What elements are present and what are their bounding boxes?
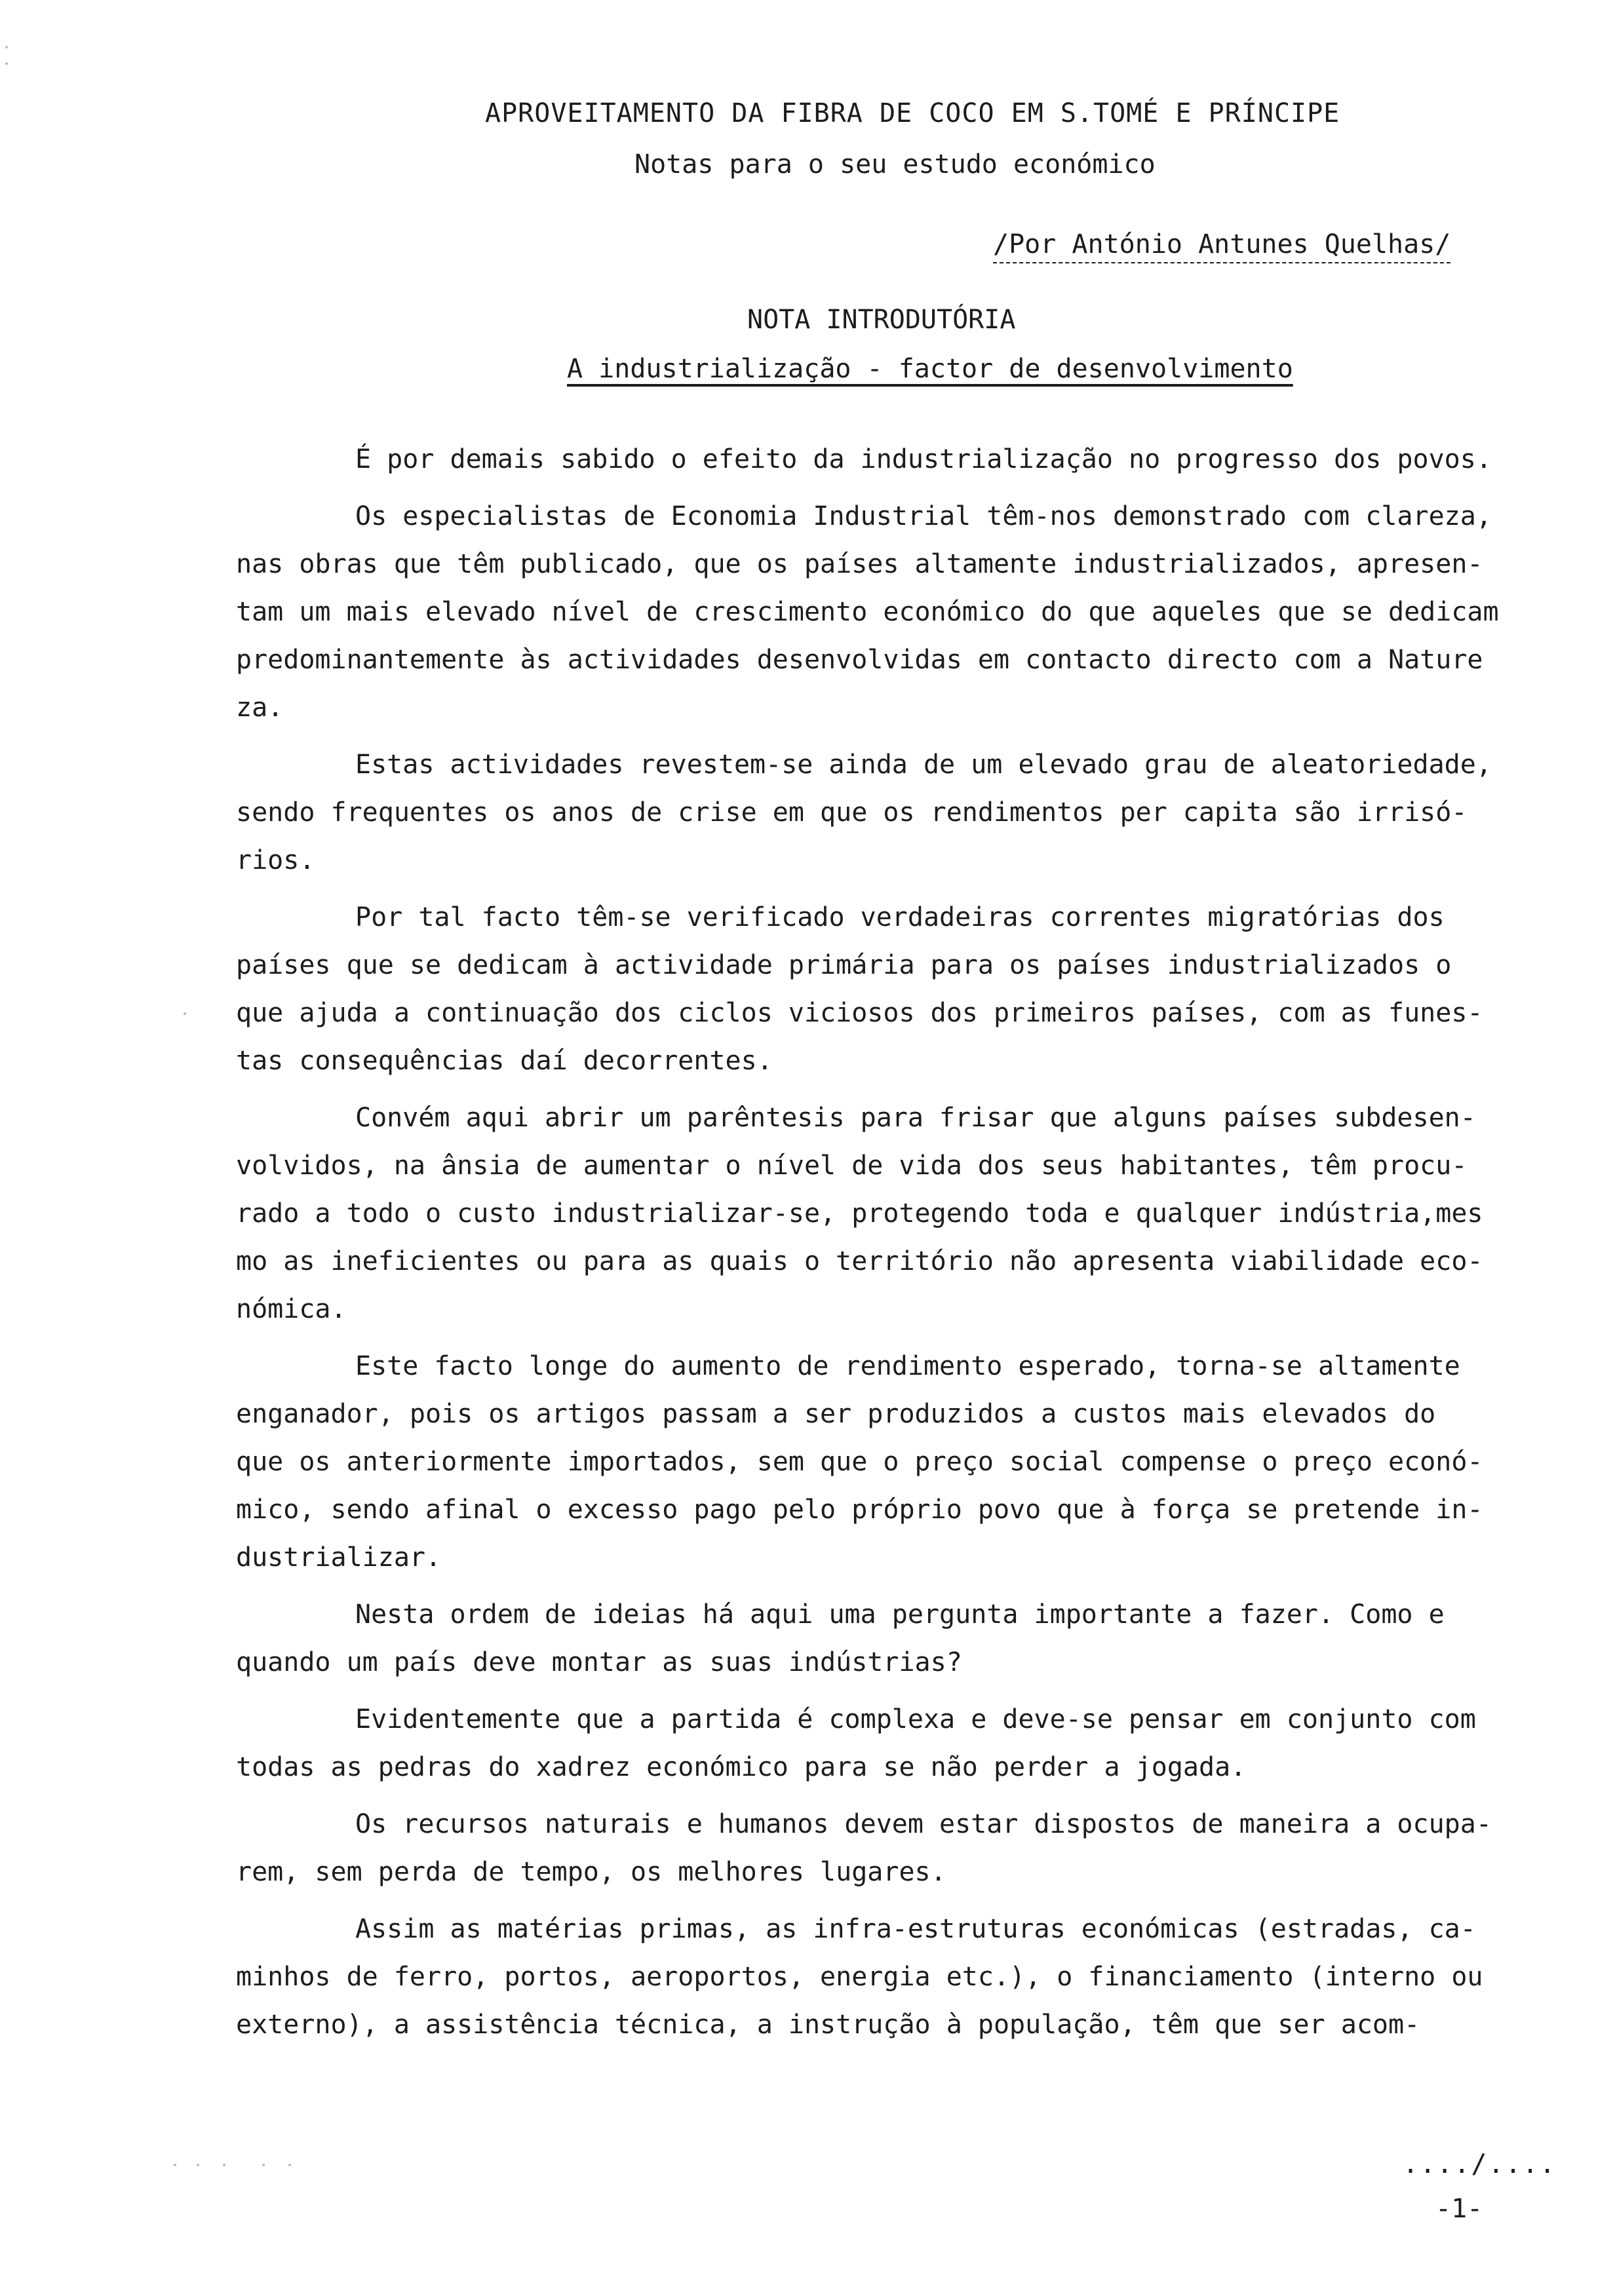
text-line: dustrializar.: [236, 1542, 442, 1573]
paragraph: [236, 741, 1530, 885]
page-number: -1-: [1435, 2194, 1483, 2224]
text-line: Por tal facto têm-se verificado verdadeiras correntes migratórias dos: [355, 902, 1445, 932]
text-line: É por demais sabido o efeito da industrialização no progresso dos povos.: [355, 444, 1492, 474]
text-line: enganador, pois os artigos passam a ser produzidos a custos mais elevados do: [236, 1399, 1436, 1429]
scan-speck: [174, 2164, 176, 2166]
text-line: Os recursos naturais e humanos devem estar dispostos de maneira a ocupa-: [355, 1809, 1492, 1839]
text-line: za.: [236, 693, 284, 723]
paragraph: [236, 1591, 1530, 1687]
text-line: predominantemente às actividades desenvolvidas em contacto directo com a Nature: [236, 645, 1483, 675]
text-line: tas consequências daí decorrentes.: [236, 1046, 773, 1076]
author-line: /Por António Antunes Quelhas/: [993, 229, 1450, 263]
text-line: mo as ineficientes ou para as quais o território não apresenta viabilidade eco-: [236, 1246, 1483, 1276]
paragraph: [236, 436, 1530, 484]
document-title: APROVEITAMENTO DA FIBRA DE COCO EM S.TOMÉ E PRÍNCIPE: [485, 98, 1340, 128]
text-line: rios.: [236, 845, 315, 875]
text-line: minhos de ferro, portos, aeroportos, energia etc.), o financiamento (interno ou: [236, 1962, 1483, 1992]
text-line: que ajuda a continuação dos ciclos viciosos dos primeiros países, com as funes-: [236, 998, 1483, 1028]
text-line: Nesta ordem de ideias há aqui uma pergunta importante a fazer. Como e: [355, 1599, 1445, 1630]
text-line: tam um mais elevado nível de crescimento económico do que aqueles que se dedicam: [236, 597, 1499, 627]
text-line: Evidentemente que a partida é complexa e deve-se pensar em conjunto com: [355, 1704, 1476, 1734]
text-line: Convém aqui abrir um parêntesis para frisar que alguns países subdesen-: [355, 1103, 1476, 1133]
paragraph: [236, 894, 1530, 1085]
text-line: externo), a assistência técnica, a instrução à população, têm que ser acom-: [236, 2010, 1420, 2040]
paragraph: [236, 1343, 1530, 1582]
text-line: Assim as matérias primas, as infra-estruturas económicas (estradas, ca-: [355, 1914, 1476, 1944]
scan-speck: [5, 62, 8, 65]
text-line: quando um país deve montar as suas indústrias?: [236, 1647, 962, 1677]
scan-speck: [197, 2164, 199, 2166]
text-line: sendo frequentes os anos de crise em que os rendimentos per capita são irrisó-: [236, 797, 1468, 828]
document-subtitle: Notas para o seu estudo económico: [634, 149, 1156, 180]
scan-speck: [262, 2164, 265, 2166]
continuation-mark: ..../....: [1403, 2149, 1557, 2179]
paragraph: [236, 1801, 1530, 1896]
paragraph: [236, 493, 1530, 732]
body-text: [236, 436, 1530, 2049]
paragraph: [236, 1905, 1530, 2049]
text-line: Os especialistas de Economia Industrial têm-nos demonstrado com clareza,: [355, 501, 1492, 531]
text-line: que os anteriormente importados, sem que o preço social compense o preço econó-: [236, 1447, 1483, 1477]
text-line: Estas actividades revestem-se ainda de um elevado grau de aleatoriedade,: [355, 750, 1492, 780]
text-line: mico, sendo afinal o excesso pago pelo próprio povo que à força se pretende in-: [236, 1495, 1483, 1525]
text-line: países que se dedicam à actividade primária para os países industrializados o: [236, 950, 1452, 980]
text-line: nómica.: [236, 1294, 347, 1324]
text-line: todas as pedras do xadrez económico para se não perder a jogada.: [236, 1752, 1247, 1782]
text-line: rado a todo o custo industrializar-se, protegendo toda e qualquer indústria,mes: [236, 1198, 1483, 1229]
scan-speck: [223, 2164, 225, 2166]
section-title: NOTA INTRODUTÓRIA: [747, 305, 1016, 335]
paragraph: [236, 1696, 1530, 1791]
text-line: volvidos, na ânsia de aumentar o nível de vida dos seus habitantes, têm procu-: [236, 1151, 1468, 1181]
section-subtitle: A industrialização - factor de desenvolvimento: [567, 354, 1293, 384]
scan-speck: [184, 1012, 186, 1015]
paragraph: [236, 1094, 1530, 1333]
scan-speck: [5, 46, 8, 48]
scan-speck: [288, 2164, 291, 2166]
text-line: Este facto longe do aumento de rendimento esperado, torna-se altamente: [355, 1351, 1460, 1381]
text-line: nas obras que têm publicado, que os países altamente industrializados, apresen-: [236, 549, 1483, 579]
text-line: rem, sem perda de tempo, os melhores lugares.: [236, 1857, 946, 1887]
